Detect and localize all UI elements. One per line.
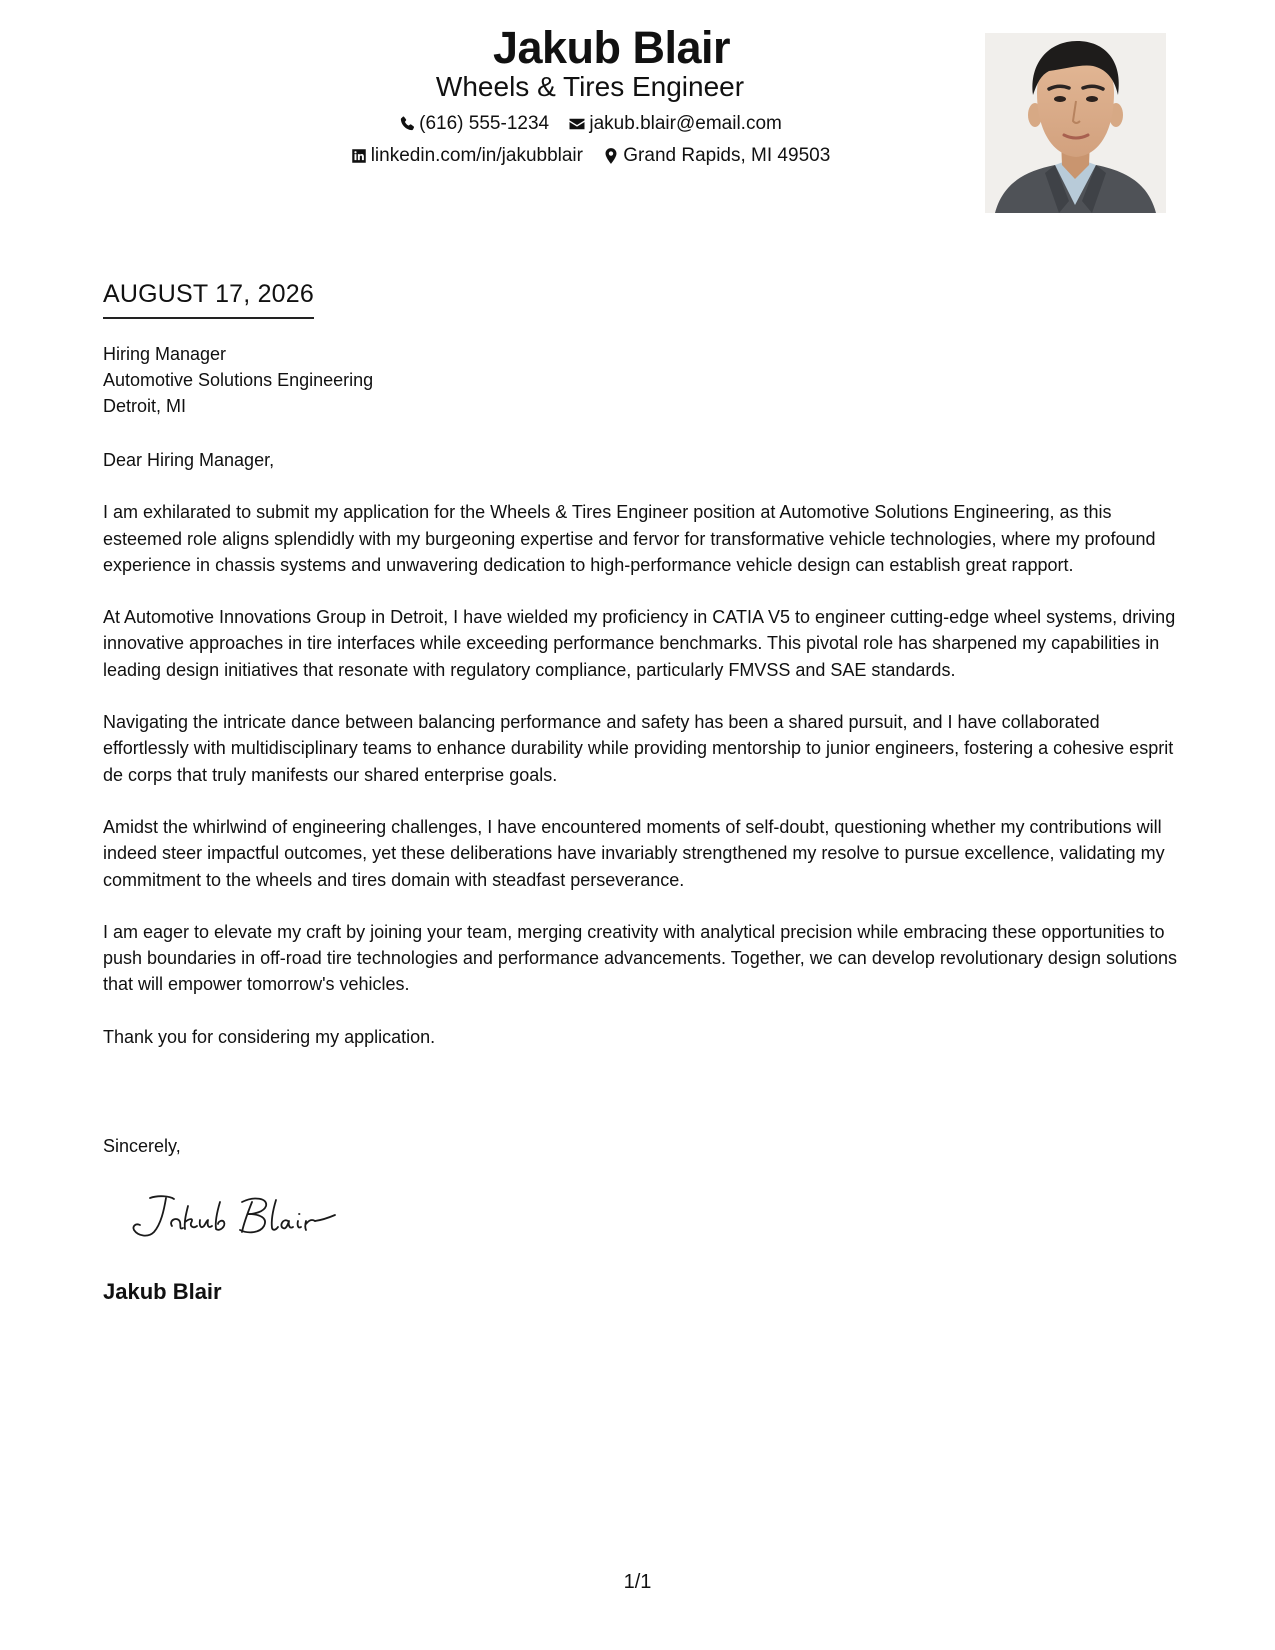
recipient-line: Automotive Solutions Engineering (103, 370, 374, 390)
email-text: jakub.blair@email.com (589, 113, 782, 134)
body-paragraph: At Automotive Innovations Group in Detroit, I have wielded my proficiency in CATIA V5 to engineer cutting-edge wheel systems, driving innovative approaches in tire interfaces while exceeding performance benchmarks. This pivotal role has sharpened my capabilities in leading design initiatives that resonate with regulatory compliance, particularly FMVSS and SAE standards. (103, 607, 1176, 680)
body-paragraph: Thank you for considering my application. (103, 1026, 436, 1047)
letter-body (103, 447, 1183, 1076)
phone-text: (616) 555-1234 (419, 113, 550, 134)
profile-photo (985, 33, 1166, 213)
location-text: Grand Rapids, MI 49503 (623, 145, 831, 166)
contact-location (602, 144, 830, 168)
envelope-icon (568, 115, 586, 133)
job-title: Wheels & Tires Engineer (435, 71, 745, 102)
body-paragraph: Amidst the whirlwind of engineering challenges, I have encountered moments of self-doubt, questioning whether my contributions will indeed steer impactful outcomes, yet these deliberations have invariably strengthened my resolve to pursue excellence, validating my commitment to the wheels and tires domain with steadfast perseverance. (103, 816, 1165, 890)
body-paragraph: I am eager to elevate my craft by joining your team, merging creativity with analytical precision while embracing these opportunities to push boundaries in off-road tire technologies and performance advancements. Together, we can develop revolutionary design solutions that will empower tomorrow's vehicles. (103, 921, 1178, 995)
portrait-image (985, 33, 1166, 213)
signature-image (130, 1188, 340, 1248)
linkedin-text: linkedin.com/in/jakubblair (370, 145, 583, 166)
phone-icon (398, 115, 416, 133)
linkedin-icon (350, 147, 368, 165)
contact-phone[interactable] (398, 112, 549, 136)
recipient-line: Detroit, MI (103, 396, 187, 416)
handwritten-signature (130, 1188, 340, 1248)
applicant-name-text: Jakub Blair (492, 22, 731, 73)
body-paragraph: Navigating the intricate dance between balancing performance and safety has been a shared pursuit, and I have collaborated effortlessly with multidisciplinary teams to enhance durability while providing mentorship to junior engineers, fostering a cohesive esprit de corps that truly manifests our shared enterprise goals. (103, 712, 1174, 785)
body-paragraph: I am exhilarated to submit my application for the Wheels & Tires Engineer position at Automotive Solutions Engineering, as this esteemed role aligns splendidly with my burgeoning expertise and fervor for transformative vehicle technologies, where my profound experience in chassis systems and unwavering dedication to high-performance vehicle design can establish great rapport. (103, 502, 1156, 575)
page-number: 1/1 (623, 1571, 652, 1593)
valediction: Sincerely, (103, 1136, 181, 1156)
contact-linkedin[interactable] (350, 144, 583, 168)
contact-email[interactable] (568, 112, 781, 136)
map-pin-icon (602, 147, 620, 165)
recipient-block (103, 341, 373, 419)
recipient-line: Hiring Manager (103, 344, 227, 364)
salutation: Dear Hiring Manager, (103, 450, 275, 470)
letter-date: AUGUST 17, 2026 (103, 279, 314, 319)
letter-header (0, 0, 1275, 230)
signer-name: Jakub Blair (103, 1279, 222, 1304)
